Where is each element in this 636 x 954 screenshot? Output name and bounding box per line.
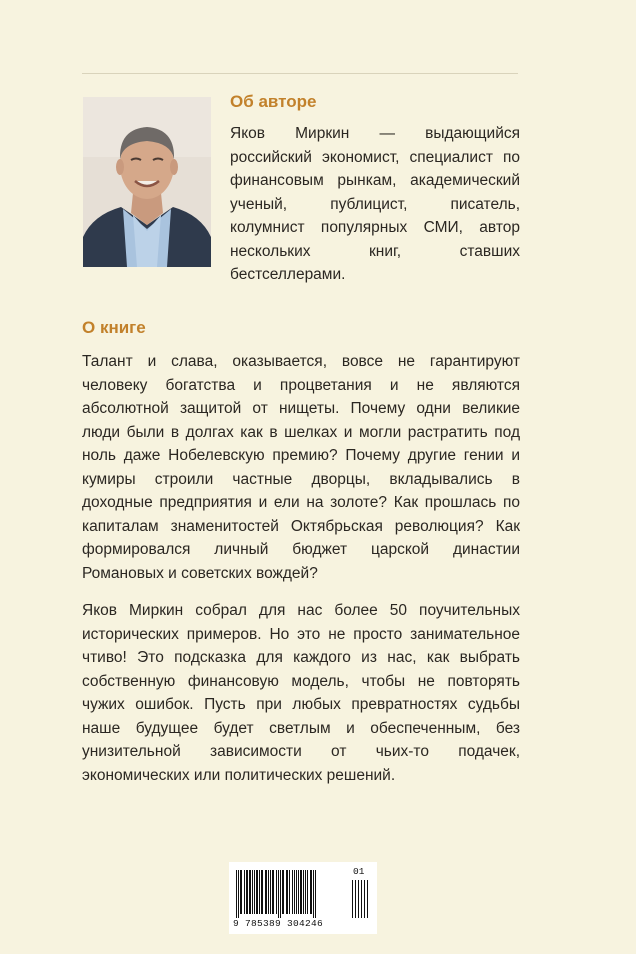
author-section-title: Об авторе <box>230 92 317 111</box>
barcode-bars <box>235 870 347 918</box>
isbn-barcode <box>229 862 377 934</box>
top-divider <box>82 73 518 74</box>
book-section-title: О книге <box>82 318 146 337</box>
book-description-paragraph: Талант и слава, оказывается, вовсе не гарантируют человеку богатства и процветания и не являются абсолютной защитой от нищеты. Почему одни великие люди были в долгах как в шелках и могли растратить под ноль даже Нобелевскую премию? Почему другие гении и кумиры строили частные дворцы, вкладывались в доходные предприятия и ели на золоте? Как прошлась по капиталам знаменитостей Октябрьская революция? Как формировался личный бюджет царской династии Романовых и советских вождей? <box>82 353 520 582</box>
barcode-addon-digits: 01 <box>353 866 365 877</box>
book-description-paragraph: Яков Миркин собрал для нас более 50 поучительных исторических примеров. Но это не просто занимательное чтиво! Это подсказка для каждого из нас, как выбрать собственную финансовую модель, чтобы не повторять чужих ошибок. Пусть при любых превратностях судьбы наше будущее будет светлым и обеспеченным, без унизительной зависимости от чьих-то подачек, экономических или политических решений. <box>82 602 520 784</box>
book-description <box>82 350 520 801</box>
barcode-digits: 9 785389 304246 <box>233 918 324 929</box>
author-bio: Яков Миркин — выдающийся российский экономист, специалист по финансовым рынкам, академический ученый, публицист, писатель, колумнист популярных СМИ, автор нескольких книг, ставших бестселлерами. <box>230 125 520 283</box>
barcode-addon-bars <box>351 880 371 918</box>
author-photo <box>83 97 211 267</box>
